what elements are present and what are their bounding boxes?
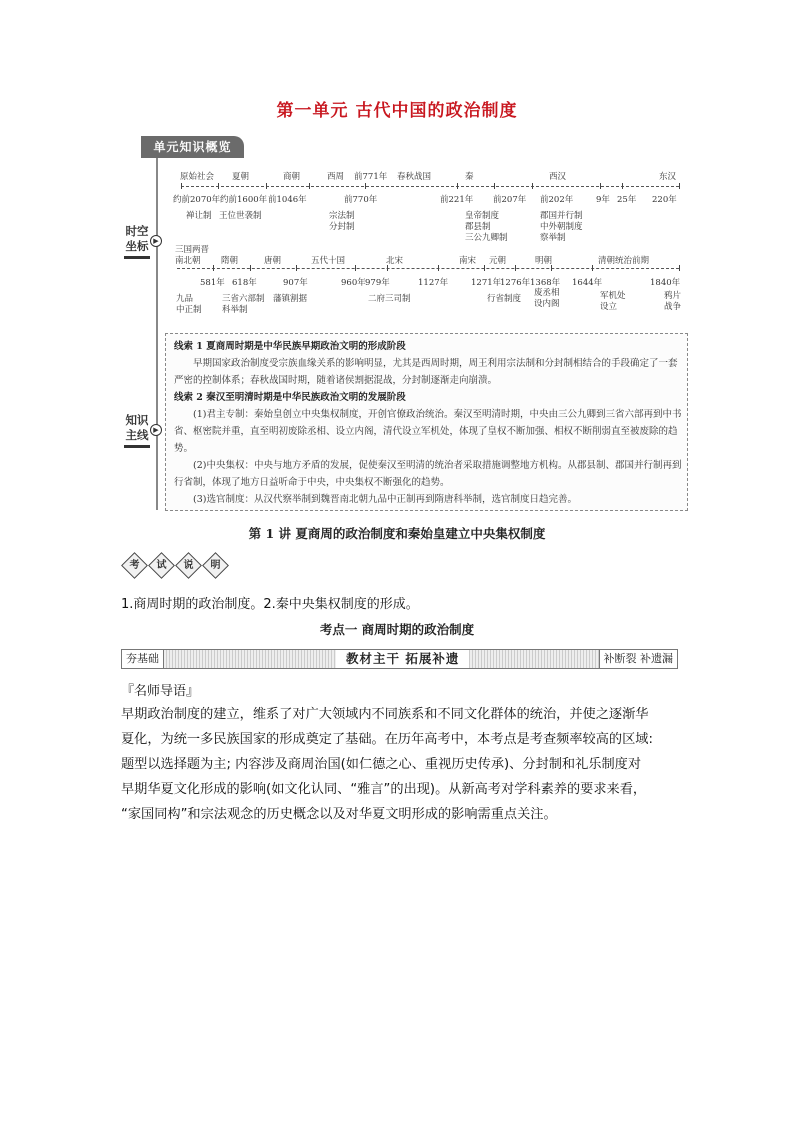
era-label: 唐朝 [264,256,282,266]
era-label: 五代十国 [311,256,346,266]
band-right: 补断裂 补遗漏 [599,650,678,668]
era-label: 西汉 [549,172,567,182]
vertical-rule [156,158,158,510]
system-label: 禅让制 [186,211,212,221]
system-label: 战争 [664,302,682,312]
exam-description-badge [121,552,229,578]
era-label: 三国两晋 [175,245,210,255]
date-label: 1271年 [471,278,502,288]
timeline-tick [309,183,310,189]
knowledge-mainline-box [165,333,688,511]
timeline-tick [213,265,214,271]
system-label: 中正制 [176,305,202,315]
timeline-tick [592,265,593,271]
system-label: 中外朝制度 [540,222,583,232]
era-label: 春秋战国 [397,172,432,182]
guide-line: 早期华夏文化形成的影响(如文化认同、“雅言”的出现)。从新高考对学科素养的要求来看， [121,782,647,797]
timeline-tick [532,183,533,189]
timeline-tick [551,265,552,271]
guide-line: 夏化，为统一多民族国家的形成奠定了基础。在历年高考中，本考点是考查频率较高的区域: [121,732,653,747]
timeline-tick [387,265,388,271]
band-left: 夯基础 [122,650,164,668]
timeline-tick [679,183,680,189]
timeline-axis [181,186,679,187]
badge-text: 考 [129,560,140,571]
key-point-title: 考点一 商周时期的政治制度 [319,622,475,637]
timeline-axis [177,268,679,269]
era-label: 北宋 [386,256,404,266]
era-label: 元朝 [489,256,507,266]
date-label: 220年 [652,195,677,205]
era-label: 夏朝 [232,172,250,182]
section-band [121,649,678,669]
guide-line: 题型以选择题为主; 内容涉及商周治国(如仁德之心、重视历史传承)、分封制和礼乐制度对 [121,757,642,772]
system-label: 科举制 [222,305,248,315]
timeline-tick [365,183,366,189]
timeline-tick [679,265,680,271]
badge-text: 说 [183,560,194,571]
timeline-tick [600,183,601,189]
system-label: 行省制度 [487,294,522,304]
system-label: 鸦片 [664,291,682,301]
date-label: 1127年 [418,278,449,288]
timeline-tick [355,265,356,271]
date-label: 约前2070年 [173,195,221,205]
badge-char [175,552,202,579]
system-label: 三省六部制 [222,294,265,304]
system-label: 九品 [176,294,194,304]
clue2-item-3: (3)选官制度：从汉代察举制到魏晋南北朝九品中正制再到隋唐科举制，选官制度日趋完善。 [193,494,577,505]
lecture-title: 第 1 讲 夏商周的政治制度和秦始皇建立中央集权制度 [248,526,546,541]
date-label: 前221年 [440,195,474,205]
clue1-body: 早期国家政治制度受宗族血缘关系的影响明显，尤其是西周时期，周王利用宗法制和分封制相结合的手段确定了一套严密的控制体系；春秋战国时期，随着诸侯割据混战，分封制逐渐走向崩溃。 [174,358,678,386]
badge-char [148,552,175,579]
system-label: 察举制 [540,233,566,243]
date-label: 1276年 [500,278,531,288]
band-center: 教材主干 拓展补遗 [336,650,469,668]
date-label: 前207年 [493,195,527,205]
guide-line: 早期政治制度的建立，维系了对广大领域内不同族系和不同文化群体的统治，并使之逐渐华 [121,707,649,722]
play-circle-icon: ▶ [150,424,162,436]
timeline-tick [457,183,458,189]
system-label: 二府三司制 [368,294,411,304]
era-label: 南北朝 [175,256,201,266]
overview-tab: 单元知识概览 [141,136,244,158]
system-label: 设立 [600,302,618,312]
era-label: 明朝 [535,256,553,266]
era-label: 秦 [465,172,474,182]
date-label: 1840年 [650,278,681,288]
era-label: 商朝 [283,172,301,182]
era-label: 前771年 [354,172,388,182]
badge-text: 明 [210,560,221,571]
system-label: 郡国并行制 [540,211,583,221]
timeline-tick [438,265,439,271]
system-label: 废丞相 [534,288,560,298]
system-label: 分封制 [329,222,355,232]
era-label: 西周 [327,172,345,182]
timeline-label-underline [124,256,150,259]
timeline-tick [622,183,623,189]
clue2-title: 线索 2 秦汉至明清时期是中华民族政治文明的发展阶段 [174,392,406,403]
era-label: 清朝统治前期 [598,256,650,266]
timeline-side-label: 时空 坐标 [125,224,149,253]
system-label: 藩镇割据 [273,294,308,304]
date-label: 前770年 [344,195,378,205]
badge-char [121,552,148,579]
date-label: 960年 [341,278,366,288]
guide-paragraph [121,702,681,827]
clue2-item-2: (2)中央集权：中央与地方矛盾的发展，促使秦汉至明清的统治者采取措施调整地方机构。从郡县制、郡国并行制再到行省制，体现了地方日益听命于中央，中央集权不断强化的趋势。 [174,460,682,488]
guide-heading: 『名师导语』 [121,684,200,699]
timeline-tick [515,265,516,271]
date-label: 25年 [617,195,637,205]
system-label: 宗法制 [329,211,355,221]
mainline-label-underline [124,445,150,448]
timeline-tick [181,183,182,189]
timeline-tick [266,183,267,189]
system-label: 王位世袭制 [219,211,262,221]
exam-points: 1.商周时期的政治制度。2.秦中央集权制度的形成。 [121,597,419,612]
date-label: 618年 [232,278,257,288]
era-label: 隋朝 [221,256,239,266]
system-label: 军机处 [600,291,626,301]
date-label: 前202年 [540,195,574,205]
system-label: 皇帝制度 [465,211,500,221]
date-label: 907年 [283,278,308,288]
clue1-title: 线索 1 夏商周时期是中华民族早期政治文明的形成阶段 [174,341,406,352]
mainline-side-label: 知识 主线 [125,413,149,442]
system-label: 郡县制 [465,222,491,232]
system-label: 三公九卿制 [465,233,508,243]
badge-text: 试 [156,560,167,571]
date-label: 1644年 [572,278,603,288]
clue2-item-1: (1)君主专制：秦始皇创立中央集权制度，开创官僚政治统治。秦汉至明清时期，中央由三公九卿到三省六部再到中书省、枢密院并重，直至明初废除丞相、设立内阁，清代设立军机处，体现了皇权不断加强、相权不断削弱直至被废除的趋势。 [174,409,682,454]
date-label: 约前1600年 [220,195,268,205]
guide-line: “家国同构”和宗法观念的历史概念以及对华夏文明形成的影响需重点关注。 [121,807,557,822]
unit-title: 第一单元 古代中国的政治制度 [276,101,518,121]
timeline-tick [218,183,219,189]
play-circle-icon: ▶ [150,235,162,247]
date-label: 581年 [200,278,225,288]
era-label: 原始社会 [180,172,215,182]
timeline-tick [494,183,495,189]
era-label: 东汉 [659,172,677,182]
timeline-tick [484,265,485,271]
date-label: 9年 [596,195,610,205]
date-label: 1368年 [530,278,561,288]
timeline-tick [296,265,297,271]
timeline-tick [250,265,251,271]
badge-char [202,552,229,579]
date-label: 前1046年 [268,195,307,205]
era-label: 南宋 [459,256,477,266]
system-label: 设内阁 [534,299,560,309]
date-label: 979年 [365,278,390,288]
